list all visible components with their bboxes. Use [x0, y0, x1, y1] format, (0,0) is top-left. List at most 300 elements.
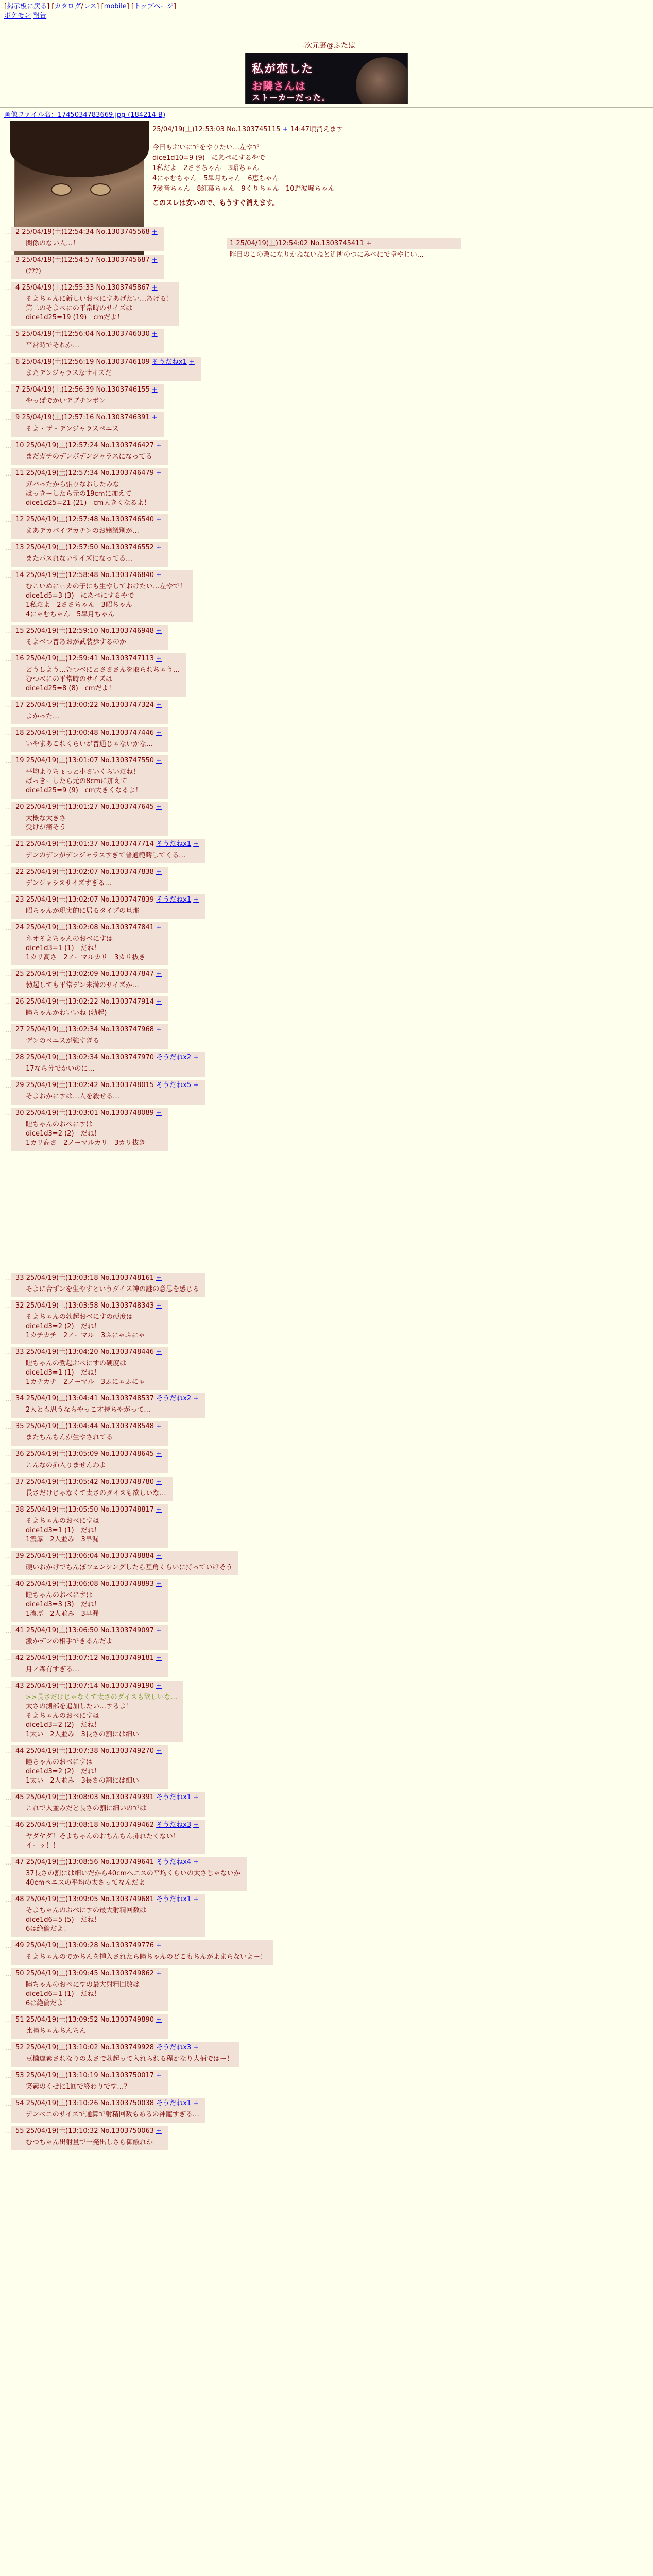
reply-number[interactable]: No.1303746552: [100, 544, 154, 551]
reply-del-button[interactable]: +: [151, 386, 158, 394]
reply-meta: [15, 256, 158, 265]
op-number[interactable]: No.1303745115: [227, 126, 281, 133]
reply-text-line: 比睦ちゃんちんちん: [26, 2027, 87, 2035]
reply-number[interactable]: No.1303748817: [100, 1506, 154, 1514]
reply-date: 25/04/19(土)13:09:05: [26, 1895, 98, 1903]
nav-mobile-link[interactable]: mobile: [104, 3, 127, 10]
reply-date: 25/04/19(土)13:10:26: [26, 2099, 98, 2107]
reply-box: [11, 996, 168, 1021]
reply-text: [26, 1980, 162, 2008]
reply-date: 25/04/19(土)12:59:41: [26, 655, 98, 663]
reply-post: [0, 1024, 168, 1049]
reply-text: [26, 1405, 199, 1415]
reply-box: [11, 1625, 168, 1650]
reply-indent-marker: …: [5, 1581, 11, 1588]
reply-number[interactable]: No.1303748884: [100, 1552, 154, 1560]
reply-del-button[interactable]: +: [156, 701, 162, 709]
reply-del-button[interactable]: +: [151, 284, 158, 292]
reply-text-line: またデンジャラスなサイズだ: [26, 369, 112, 377]
reply-text: [26, 295, 173, 323]
reply-del-button[interactable]: +: [156, 655, 162, 663]
reply-box: [11, 570, 193, 622]
reply-text: [26, 239, 158, 248]
reply-index: 16: [15, 655, 24, 663]
nav-board-link[interactable]: 掲示板に戻る: [7, 3, 47, 10]
reply-post: [0, 867, 168, 891]
reply-number[interactable]: No.1303748780: [100, 1478, 154, 1486]
reply-text: [26, 666, 180, 693]
reply-date: 25/04/19(土)13:03:18: [26, 1274, 98, 1282]
reply-indent-marker: …: [5, 229, 11, 236]
reply-number[interactable]: No.1303746030: [96, 330, 150, 338]
reply-del-button[interactable]: +: [156, 970, 162, 978]
reply-number[interactable]: No.1303746840: [100, 571, 154, 579]
reply-text-line: ぱっきーしたら元の8cmに加えて: [26, 777, 128, 785]
reply-number[interactable]: No.1303750017: [100, 2072, 154, 2079]
reply-text: [26, 1359, 162, 1387]
reply-del-button[interactable]: +: [156, 469, 162, 477]
reply-number[interactable]: No.1303749862: [100, 1970, 154, 1977]
reply-text-line: 6は絶倫だよ！: [26, 1925, 71, 1933]
nav-res-link[interactable]: レス: [83, 3, 97, 10]
reply-number[interactable]: No.1303749190: [100, 1682, 154, 1690]
reply-del-button[interactable]: +: [156, 2127, 162, 2135]
reply-indent-marker: …: [5, 1026, 11, 1033]
reply-date: 25/04/19(土)12:57:48: [26, 516, 98, 523]
sodane-button[interactable]: そうだねx5: [156, 1081, 192, 1089]
reply-post: [0, 1745, 168, 1789]
reply-text-line: 6は絶倫だよ！: [26, 1999, 71, 2007]
reply-text: [26, 2055, 233, 2064]
reply-indent-marker: …: [5, 359, 11, 366]
sodane-button[interactable]: そうだねx2: [156, 1054, 192, 1061]
reply-text-line: ヤダヤダ！そよちゃんのおちんちん挿れたくない！: [26, 1833, 180, 1840]
reply-post: [0, 1579, 168, 1622]
reply-post: [0, 625, 168, 650]
reply-indent-marker: …: [5, 757, 11, 765]
sodane-button[interactable]: そうだねx4: [156, 1858, 192, 1866]
reply-meta: [15, 1274, 199, 1283]
reply-meta: [15, 1793, 199, 1802]
reply-box: [11, 1477, 173, 1501]
reply-indent-marker: …: [5, 702, 11, 709]
reply-indent-marker: …: [5, 1451, 11, 1458]
reply-del-button[interactable]: +: [156, 1450, 162, 1458]
nav-pokemon-link[interactable]: ボケモン: [4, 12, 31, 20]
reply-index: 39: [15, 1552, 24, 1560]
reply-text: [26, 2138, 162, 2147]
reply-del-button[interactable]: +: [156, 2072, 162, 2079]
reply-text-line: 17なら分でかいのに…: [26, 1065, 95, 1073]
reply-text: [26, 1120, 162, 1148]
reply-post: [0, 1653, 168, 1677]
reply-number[interactable]: No.1303748089: [100, 1109, 154, 1117]
reply-del-button[interactable]: +: [156, 627, 162, 635]
reply-text-line: 1濃厚 2人並み 3早漏: [26, 1610, 99, 1618]
reply-text-line: これで人並みだと長さの割に細いのでは: [26, 1805, 147, 1812]
reply-box: [11, 1273, 205, 1297]
op-body-line: 7愛音ちゃん 8紅葉ちゃん 9くりちゃん 10野波堀ちゃん: [152, 185, 335, 193]
nav-row-2: [4, 11, 649, 21]
reply-meta: [15, 1301, 162, 1311]
reply-post: [0, 227, 164, 251]
reply-del-button[interactable]: +: [151, 256, 158, 264]
reply-text: [26, 981, 162, 990]
reply-number[interactable]: No.1303748645: [100, 1450, 154, 1458]
reply-meta: [15, 330, 158, 339]
reply-index: 49: [15, 1942, 24, 1950]
reply-del-button[interactable]: +: [156, 1970, 162, 1977]
thumbnail-right-eye: [90, 183, 111, 196]
reply-text: [26, 814, 162, 833]
op-body: [152, 143, 334, 209]
reply-number[interactable]: No.1303747113: [100, 655, 154, 663]
reply-number[interactable]: No.1303746948: [100, 627, 154, 635]
reply-box: [11, 653, 186, 697]
reply-text: [26, 1693, 177, 1739]
reply-number[interactable]: No.1303746155: [96, 386, 150, 394]
reply-del-button[interactable]: +: [193, 2044, 199, 2052]
reply-text-line: dice1d3=2 (2) だね！: [26, 1721, 101, 1729]
reply-box: [11, 1024, 168, 1049]
reply-date: 25/04/19(土)13:03:01: [26, 1109, 98, 1117]
reply-meta: [15, 701, 162, 710]
reply-del-button[interactable]: +: [156, 1302, 162, 1310]
reply-number[interactable]: No.1303745867: [96, 284, 150, 292]
reply-number[interactable]: No.1303746427: [100, 442, 154, 449]
reply-text-line: dice1d3=1 (1) だね！: [26, 1527, 101, 1534]
reply-del-button[interactable]: +: [156, 1654, 162, 1662]
reply-del-button[interactable]: +: [156, 1026, 162, 1033]
reply-index: 51: [15, 2016, 24, 2024]
reply-post: [0, 1625, 168, 1650]
reply-del-button[interactable]: +: [156, 571, 162, 579]
reply-text-line: 睦ちゃんのおべにすの最大射精回数は: [26, 1981, 140, 1989]
reply-text-line: いやまあこれくらいが普通じゃないかな…: [26, 740, 153, 748]
reply-number[interactable]: No.1303749097: [100, 1626, 154, 1634]
reply-box: [11, 2070, 168, 2095]
reply-text-line: 1私だよ 2ささちゃん 3昭ちゃん: [26, 601, 132, 609]
reply-del-button[interactable]: +: [156, 1942, 162, 1950]
reply-text-line: イーッ！！: [26, 1842, 60, 1850]
reply-number[interactable]: No.1303749462: [100, 1821, 154, 1829]
reply-post: [0, 653, 186, 697]
reply-index: 15: [15, 627, 24, 635]
reply-meta: [15, 1478, 166, 1487]
sodane-button[interactable]: そうだねx1: [151, 358, 187, 366]
reply-del-button[interactable]: +: [156, 544, 162, 551]
reply-del-button[interactable]: +: [156, 757, 162, 765]
reply-del-button[interactable]: +: [151, 330, 158, 338]
thumbnail-hair: [10, 121, 149, 177]
reply-text-line: むつべにの平常時のサイズは: [26, 675, 112, 683]
reply-date: 25/04/19(土)12:58:48: [26, 571, 98, 579]
reply-number[interactable]: No.1303748161: [100, 1274, 154, 1282]
reply-index: 42: [15, 1654, 24, 1662]
reply-index: 54: [15, 2099, 24, 2107]
op-file-info[interactable]: [4, 111, 649, 120]
reply-post: [0, 412, 164, 437]
reply-text-line: そよに合ずンを生やすというダイス神の謎の意思を感じる: [26, 1285, 200, 1293]
reply-number[interactable]: No.1303749681: [100, 1895, 154, 1903]
reply-text: [26, 369, 195, 378]
sodane-button[interactable]: そうだねx3: [156, 2044, 192, 2052]
reply-text-line: むつちゃん出射量で一発出しさら御飯れか: [26, 2139, 153, 2146]
reply-del-button[interactable]: +: [193, 1895, 199, 1903]
reply-number[interactable]: No.1303748446: [100, 1348, 154, 1356]
reply-date: 25/04/19(土)13:00:22: [26, 701, 98, 709]
reply-index: 13: [15, 544, 24, 551]
reply-post: [0, 922, 168, 965]
op-date: 25/04/19(土)12:53:03: [152, 126, 225, 133]
reply-del-button[interactable]: +: [156, 2016, 162, 2024]
reply-date: 25/04/19(土)13:00:48: [26, 729, 98, 737]
reply-index: 33: [15, 1274, 24, 1282]
reply-meta: [15, 1747, 162, 1756]
reply-number[interactable]: No.1303750063: [100, 2127, 154, 2135]
sodane-button[interactable]: そうだねx1: [156, 1895, 192, 1903]
reply-date: 25/04/19(土)13:10:02: [26, 2044, 98, 2052]
reply-number[interactable]: No.1303747645: [100, 803, 154, 811]
reply-del-button[interactable]: +: [193, 896, 199, 904]
reply-number[interactable]: No.1303746109: [96, 358, 150, 366]
reply-box: [11, 255, 164, 279]
reply-text-line: 受けが痛そう: [26, 824, 66, 832]
reply-post: [0, 1393, 205, 1418]
reply-text-line: デンのデンがデンジャラスすぎて普通範疇してくる…: [26, 852, 186, 859]
reply-del-button[interactable]: +: [151, 228, 158, 236]
reply-box: [11, 1894, 205, 1937]
reply-date: 25/04/19(土)13:02:09: [26, 970, 98, 978]
reply-number[interactable]: No.1303747550: [100, 757, 154, 765]
nav-catalog-link[interactable]: カタログ: [54, 3, 81, 10]
reply-index: 37: [15, 1478, 24, 1486]
reply-indent-marker: …: [5, 2100, 11, 2107]
reply-del-button[interactable]: +: [156, 1422, 162, 1430]
reply-number[interactable]: No.1303748893: [100, 1580, 154, 1588]
op-body-line: 4にゃむちゃん 5皐月ちゃん 6恵ちゃん: [152, 175, 279, 182]
reply-indent-marker: …: [5, 804, 11, 811]
reply-box: [11, 2042, 239, 2067]
reply-date: 25/04/19(土)12:57:50: [26, 544, 98, 551]
reply-post: [0, 2098, 205, 2123]
reply-meta: [15, 1025, 162, 1035]
reply-number[interactable]: No.1303747841: [100, 924, 154, 931]
reply-indent-marker: …: [5, 1395, 11, 1402]
reply-del-button[interactable]: +: [156, 516, 162, 523]
reply-indent-marker: …: [5, 655, 11, 663]
reply-del-button[interactable]: +: [156, 1109, 162, 1117]
reply-del-button[interactable]: +: [156, 442, 162, 449]
op-body-line: このスレは安いので、もうすぐ消えます。: [152, 199, 279, 207]
reply-number[interactable]: No.1303749391: [100, 1793, 154, 1801]
sodane-button[interactable]: そうだねx1: [156, 896, 192, 904]
reply-number[interactable]: No.1303745568: [96, 228, 150, 236]
reply-date: 25/04/19(土)13:04:20: [26, 1348, 98, 1356]
reply-number[interactable]: No.1303749270: [100, 1747, 154, 1755]
reply-text: [26, 1953, 267, 1962]
reply-number[interactable]: No.1303748537: [100, 1395, 154, 1402]
reply-del-button[interactable]: +: [156, 1682, 162, 1690]
reply-box: [11, 440, 168, 465]
reply-del-button[interactable]: +: [156, 924, 162, 931]
reply-text-line: 睦ちゃんのおべにすは: [26, 1121, 93, 1128]
reply-text-line: そよちゃんの勃起おべにすの硬度は: [26, 1313, 133, 1321]
reply-index: 25: [15, 970, 24, 978]
reply-del-button[interactable]: +: [188, 358, 195, 366]
reply-del-button[interactable]: +: [156, 803, 162, 811]
reply-text: [26, 527, 162, 536]
reply-post: [0, 1449, 168, 1473]
reply-del-button[interactable]: +: [193, 840, 199, 848]
reply-date: 25/04/19(土)12:56:04: [22, 330, 94, 338]
reply-indent-marker: …: [5, 1553, 11, 1560]
reply-text-line: 睦ちゃんのおべにすは: [26, 1591, 93, 1599]
reply-indent-marker: …: [5, 1302, 11, 1310]
reply-box: [11, 1681, 183, 1742]
reply-indent-marker: …: [5, 1896, 11, 1903]
reply-del-button[interactable]: +: [156, 729, 162, 737]
sodane-button[interactable]: そうだねx1: [156, 1793, 192, 1801]
reply-number[interactable]: No.1303749181: [100, 1654, 154, 1662]
reply-indent-marker: …: [5, 1942, 11, 1950]
reply-del-button[interactable]: +: [193, 2099, 199, 2107]
top-nav: [0, 0, 653, 23]
reply-del-button[interactable]: +: [151, 414, 158, 421]
reply-number[interactable]: No.1303749890: [100, 2016, 154, 2024]
reply-meta: [15, 1682, 177, 1691]
reply-index: 47: [15, 1858, 24, 1866]
reply-number[interactable]: No.1303749928: [100, 2044, 154, 2052]
reply-box: [11, 1653, 168, 1677]
reply-meta: [15, 543, 162, 552]
reply-del-button[interactable]: +: [156, 1580, 162, 1588]
reply-text: [26, 1906, 199, 1934]
reply-date: 25/04/19(土)13:08:03: [26, 1793, 98, 1801]
reply-number[interactable]: No.1303746391: [96, 414, 150, 421]
reply-index: 45: [15, 1793, 24, 1801]
reply-box: [11, 1820, 205, 1854]
reply-post: [0, 468, 168, 511]
reply-text-line: dice1d3=2 (2) だね！: [26, 1323, 101, 1330]
reply-text-line: 昭ちゃんが現実的に居るタイプの旦那: [26, 907, 140, 915]
reply-del-button[interactable]: +: [156, 1478, 162, 1486]
reply-date: 25/04/19(土)13:06:08: [26, 1580, 98, 1588]
sodane-button[interactable]: そうだねx2: [156, 1395, 192, 1402]
reply-del-button[interactable]: +: [193, 1054, 199, 1061]
reply-index: 55: [15, 2127, 24, 2135]
reply-text-line: またちんちんが生やされてる: [26, 1434, 113, 1442]
reply-text: [26, 1869, 240, 1888]
reply-del-button[interactable]: +: [193, 1081, 199, 1089]
board-banner[interactable]: [245, 53, 408, 104]
reply-date: 25/04/19(土)12:57:34: [26, 469, 98, 477]
reply-del-button[interactable]: +: [156, 868, 162, 876]
reply-del-button[interactable]: +: [156, 1274, 162, 1282]
reply-number[interactable]: No.1303747714: [100, 840, 154, 848]
reply-number[interactable]: No.1303747324: [100, 701, 154, 709]
reply-box: [11, 1579, 168, 1622]
reply-number[interactable]: No.1303748548: [100, 1422, 154, 1430]
reply-number[interactable]: No.1303747970: [100, 1054, 154, 1061]
reply-number[interactable]: No.1303747847: [100, 970, 154, 978]
reply-index: 2: [15, 228, 20, 236]
reply-meta: [15, 283, 173, 293]
reply-date: 25/04/19(土)13:03:58: [26, 1302, 98, 1310]
reply-date: 25/04/19(土)12:57:24: [26, 442, 98, 449]
op-file-name[interactable]: 画像ファイル名：1745034783669.jpg-(184214 B): [4, 111, 166, 119]
reply-number[interactable]: No.1303747446: [100, 729, 154, 737]
op-del-button[interactable]: +: [282, 126, 288, 133]
reply-number[interactable]: No.1303748343: [100, 1302, 154, 1310]
reply-index: 36: [15, 1450, 24, 1458]
reply-del-button[interactable]: +: [156, 1747, 162, 1755]
reply-number[interactable]: No.1303748015: [100, 1081, 154, 1089]
reply-box: [11, 727, 168, 752]
reply-text-line: 豆橋違素されなりの太さで勃起って入れられる程かなり大柄ではー！: [26, 2055, 234, 2063]
reply-del-button[interactable]: +: [193, 1793, 199, 1801]
reply-del-button[interactable]: +: [193, 1821, 199, 1829]
reply-del-button[interactable]: +: [193, 1858, 199, 1866]
reply-number[interactable]: No.1303747968: [100, 1026, 154, 1033]
nav-top-link[interactable]: トップページ: [134, 3, 174, 10]
reply-del-button[interactable]: +: [193, 1395, 199, 1402]
reply-meta: [15, 1969, 162, 1978]
reply-text-line: 1カチカチ 2ノーマル 3ふにゃふにゃ: [26, 1378, 145, 1386]
reply-date: 25/04/19(土)13:04:41: [26, 1395, 98, 1402]
reply-indent-marker: …: [5, 841, 11, 848]
reply-number[interactable]: No.1303750038: [100, 2099, 154, 2107]
reply-text-line: そよべつ普あおが武装歩するのか: [26, 638, 127, 646]
reply-number[interactable]: No.1303745687: [96, 256, 150, 264]
reply-number[interactable]: No.1303747839: [100, 896, 154, 904]
reply-text: [26, 554, 162, 564]
reply-index: 5: [15, 330, 20, 338]
reply-del-button[interactable]: +: [156, 1626, 162, 1634]
sodane-button[interactable]: そうだねx1: [156, 2099, 192, 2107]
reply-del-button[interactable]: +: [156, 1348, 162, 1356]
reply-indent-marker: …: [5, 414, 11, 421]
reply-text-line: そよおかにすは…人を殺せる…: [26, 1093, 120, 1100]
reply-del-button[interactable]: +: [156, 998, 162, 1006]
reply-box: [11, 1108, 168, 1151]
reply-index: 27: [15, 1026, 24, 1033]
reply-index: 28: [15, 1054, 24, 1061]
reply-post: [0, 542, 168, 567]
reply-date: 25/04/19(土)13:10:32: [26, 2127, 98, 2135]
reply-indent-marker: …: [5, 1054, 11, 1061]
reply-del-button[interactable]: +: [156, 1552, 162, 1560]
reply-number[interactable]: No.1303746479: [100, 469, 154, 477]
reply-number[interactable]: No.1303746540: [100, 516, 154, 523]
nav-report-link[interactable]: 報告: [33, 12, 47, 20]
reply-number[interactable]: No.1303747914: [100, 998, 154, 1006]
reply-box: [11, 384, 164, 409]
sodane-button[interactable]: そうだねx3: [156, 1821, 192, 1829]
reply-post: [0, 996, 168, 1021]
sodane-button[interactable]: そうだねx1: [156, 840, 192, 848]
reply-indent-marker: …: [5, 1423, 11, 1430]
reply-number[interactable]: No.1303749641: [100, 1858, 154, 1866]
reply-number[interactable]: No.1303747838: [100, 868, 154, 876]
reply-indent-marker: …: [5, 2044, 11, 2052]
reply-text-line: そよちゃんのおべにすは: [26, 1712, 100, 1720]
reply-number[interactable]: No.1303749776: [100, 1942, 154, 1950]
banner-line-2: [252, 78, 306, 93]
reply-del-button[interactable]: +: [156, 1506, 162, 1514]
reply-date: 25/04/19(土)12:54:34: [22, 228, 94, 236]
reply-text-line: 平常時でそれか…: [26, 342, 80, 349]
